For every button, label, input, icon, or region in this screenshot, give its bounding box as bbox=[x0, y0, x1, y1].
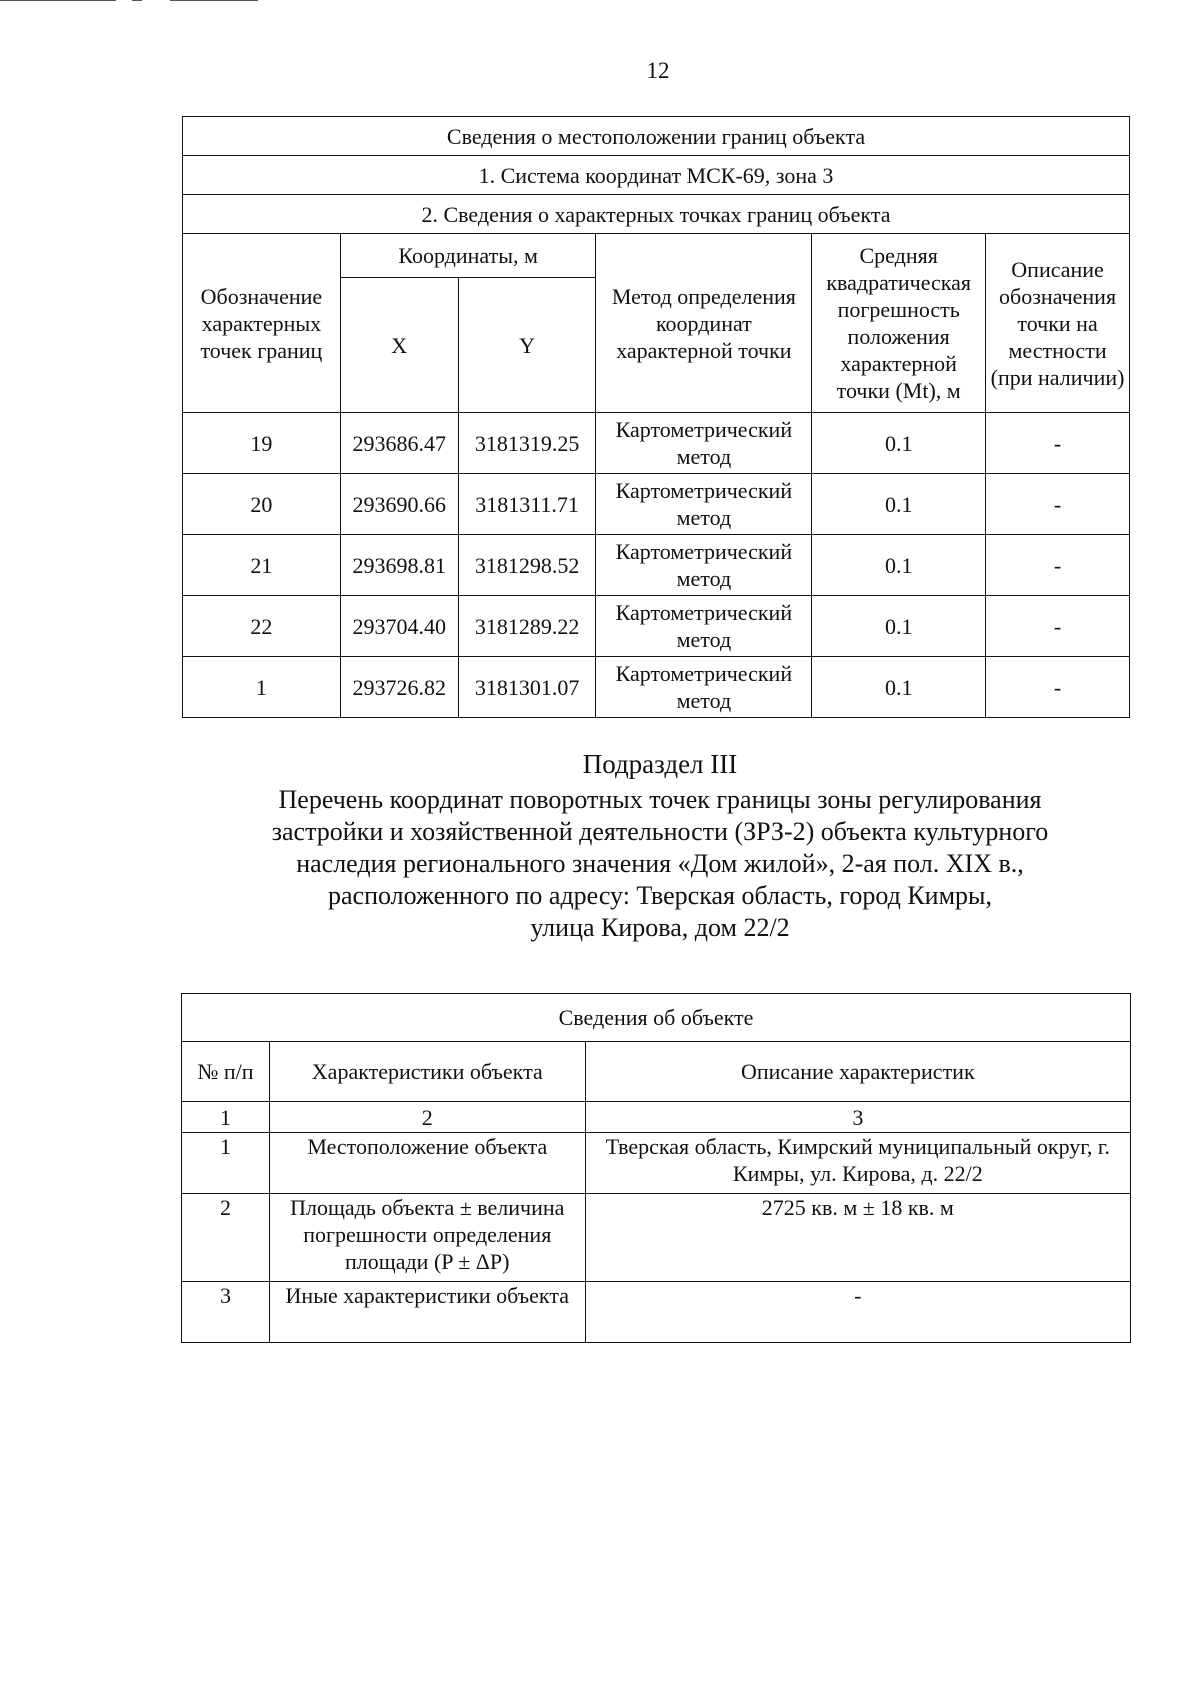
table-row bbox=[182, 1194, 1131, 1282]
subsection-heading: Подраздел III bbox=[582, 749, 738, 779]
point-method: Картометрический метод bbox=[596, 474, 812, 535]
row-description: - bbox=[585, 1282, 1130, 1343]
coord-y: 3181289.22 bbox=[458, 596, 596, 657]
coordinate-system: 1. Система координат МСК-69, зона 3 bbox=[183, 156, 1130, 195]
point-error: 0.1 bbox=[812, 413, 986, 474]
table-row bbox=[183, 596, 1130, 657]
point-error: 0.1 bbox=[812, 474, 986, 535]
row-number: 1 bbox=[182, 1133, 270, 1194]
row-description: Тверская область, Кимрский муниципальный округ, г. Кимры, ул. Кирова, д. 22/2 bbox=[585, 1133, 1130, 1194]
point-description: - bbox=[986, 596, 1130, 657]
scan-edge-mark bbox=[132, 0, 142, 1]
table-row bbox=[182, 1133, 1131, 1194]
point-description: - bbox=[986, 413, 1130, 474]
column-number: 1 bbox=[182, 1102, 270, 1133]
subsection-title-line: улица Кирова, дом 22/2 bbox=[530, 913, 790, 942]
table-row bbox=[183, 535, 1130, 596]
header-method: Метод определения координат характерной точки bbox=[596, 234, 812, 413]
row-characteristic: Иные характеристики объекта bbox=[269, 1282, 585, 1343]
point-number: 20 bbox=[183, 474, 341, 535]
subsection-title-line: застройки и хозяйственной деятельности (ЗРЗ-2) объекта культурного bbox=[271, 817, 1049, 846]
point-error: 0.1 bbox=[812, 596, 986, 657]
header-designation: Обозначение характерных точек границ bbox=[183, 234, 341, 413]
boundary-table-title: Сведения о местоположении границ объекта bbox=[183, 117, 1130, 156]
object-info-table bbox=[181, 993, 1131, 1343]
subsection-title-line: Перечень координат поворотных точек границы зоны регулирования bbox=[278, 785, 1042, 814]
points-title: 2. Сведения о характерных точках границ объекта bbox=[183, 195, 1130, 234]
subsection-block bbox=[160, 748, 1160, 944]
page-number: 12 bbox=[646, 58, 670, 83]
scan-edge-mark bbox=[170, 0, 258, 1]
header-number: № п/п bbox=[182, 1042, 270, 1102]
point-method: Картометрический метод bbox=[596, 535, 812, 596]
coord-x: 293726.82 bbox=[340, 657, 458, 718]
table-row bbox=[182, 1282, 1131, 1343]
table-row bbox=[183, 474, 1130, 535]
table-row bbox=[183, 657, 1130, 718]
coord-x: 293690.66 bbox=[340, 474, 458, 535]
point-method: Картометрический метод bbox=[596, 413, 812, 474]
row-number: 2 bbox=[182, 1194, 270, 1282]
point-error: 0.1 bbox=[812, 657, 986, 718]
header-characteristic-description: Описание характеристик bbox=[585, 1042, 1130, 1102]
point-number: 22 bbox=[183, 596, 341, 657]
column-number: 2 bbox=[269, 1102, 585, 1133]
boundary-coordinates-table bbox=[182, 116, 1130, 718]
row-characteristic: Площадь объекта ± величина погрешности определения площади (P ± ΔP) bbox=[269, 1194, 585, 1282]
header-error: Средняя квадратическая погрешность положения характерной точки (Mt), м bbox=[812, 234, 986, 413]
coord-y: 3181301.07 bbox=[458, 657, 596, 718]
coord-x: 293686.47 bbox=[340, 413, 458, 474]
row-description: 2725 кв. м ± 18 кв. м bbox=[585, 1194, 1130, 1282]
column-number: 3 bbox=[585, 1102, 1130, 1133]
coord-y: 3181319.25 bbox=[458, 413, 596, 474]
coord-y: 3181311.71 bbox=[458, 474, 596, 535]
coord-x: 293704.40 bbox=[340, 596, 458, 657]
header-y: Y bbox=[458, 278, 596, 413]
point-number: 19 bbox=[183, 413, 341, 474]
point-method: Картометрический метод bbox=[596, 596, 812, 657]
header-characteristic: Характеристики объекта bbox=[269, 1042, 585, 1102]
header-x: X bbox=[340, 278, 458, 413]
table-row bbox=[183, 413, 1130, 474]
scan-edge-mark bbox=[0, 0, 116, 1]
coord-y: 3181298.52 bbox=[458, 535, 596, 596]
coord-x: 293698.81 bbox=[340, 535, 458, 596]
point-number: 1 bbox=[183, 657, 341, 718]
point-description: - bbox=[986, 474, 1130, 535]
point-description: - bbox=[986, 535, 1130, 596]
point-method: Картометрический метод bbox=[596, 657, 812, 718]
point-number: 21 bbox=[183, 535, 341, 596]
header-description: Описание обозначения точки на местности (при наличии) bbox=[986, 234, 1130, 413]
subsection-title-line: расположенного по адресу: Тверская область, город Кимры, bbox=[328, 881, 992, 910]
row-characteristic: Местоположение объекта bbox=[269, 1133, 585, 1194]
point-description: - bbox=[986, 657, 1130, 718]
header-coordinates: Координаты, м bbox=[340, 234, 596, 278]
point-error: 0.1 bbox=[812, 535, 986, 596]
subsection-title-line: наследия регионального значения «Дом жилой», 2-ая пол. XIX в., bbox=[296, 849, 1024, 878]
object-table-title: Сведения об объекте bbox=[182, 994, 1131, 1042]
row-number: 3 bbox=[182, 1282, 270, 1343]
